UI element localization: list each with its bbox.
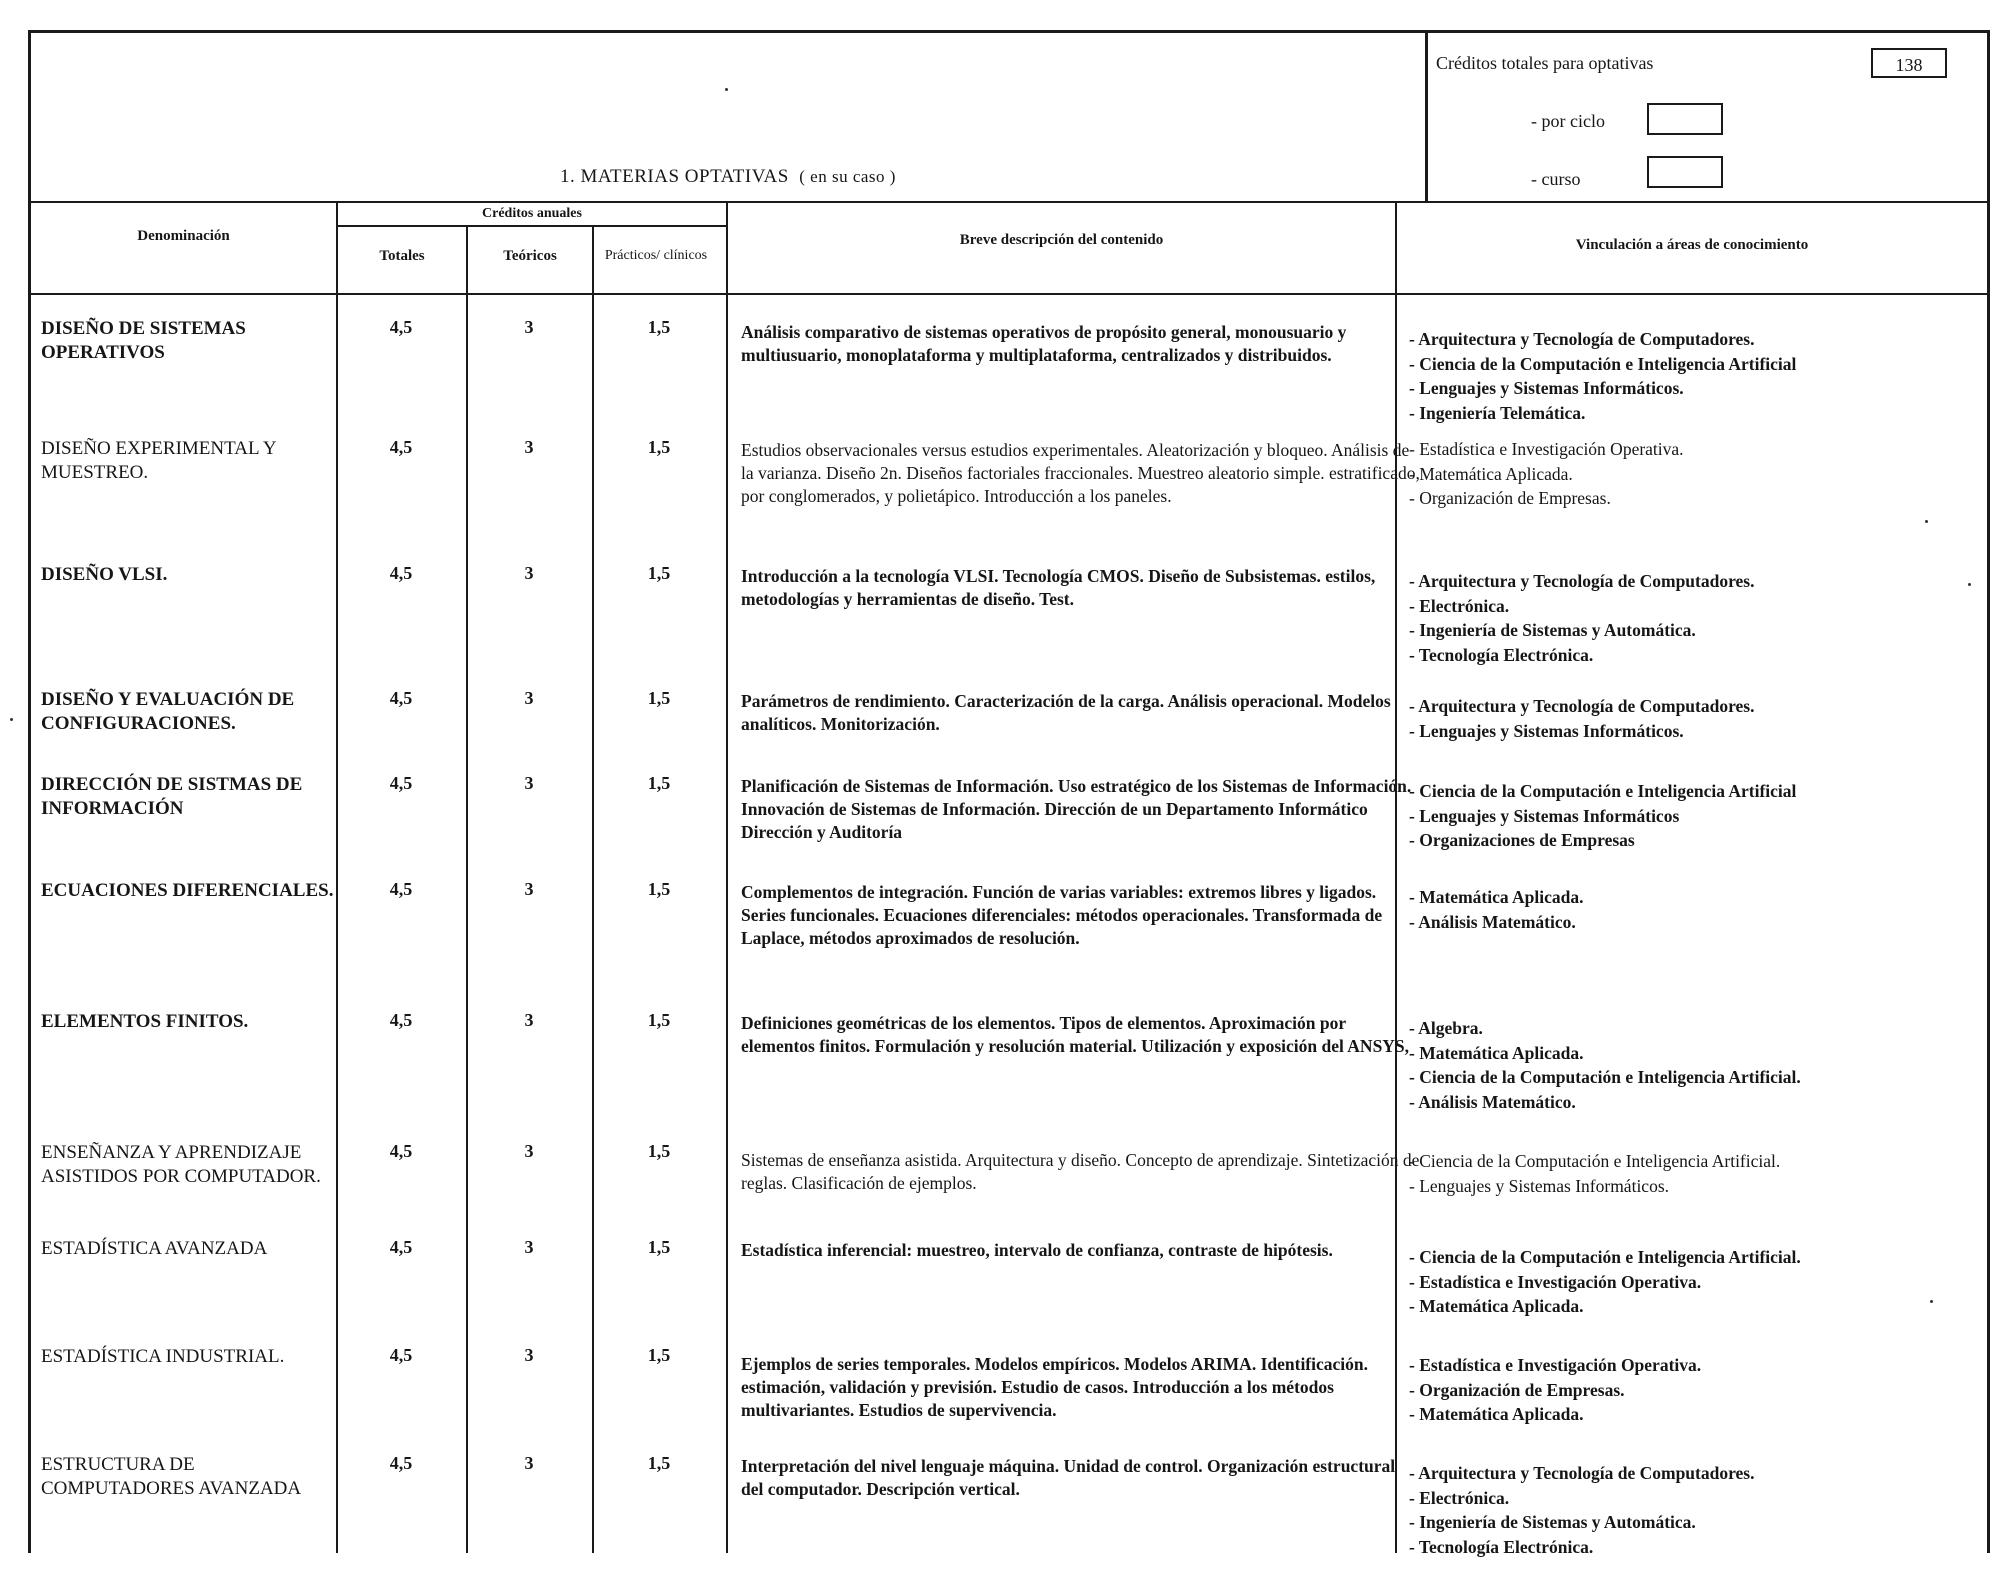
subject-description: Parámetros de rendimiento. Caracterización de la carga. Análisis operacional. Modelos analíticos. Monitorización. [741,691,1391,734]
subject-description: Estudios observacionales versus estudios experimentales. Aleatorización y bloqueo. Análisis de la varianza. Diseño 2n. Diseños factoriales fraccionales. Muestreo aleatorio simple. estratificado, por conglomerados, y polietápico. Introducción a los paneles. [741,440,1420,506]
areas-list [1409,1245,1979,1319]
creditos-totales-label: Créditos totales para optativas [1436,53,1654,73]
credits-teoricos: 3 [524,879,534,899]
credits-totales: 4,5 [389,1010,413,1030]
area-item: - Ciencia de la Computación e Inteligencia Artificial. [1409,1149,1979,1174]
subject-name: DISEÑO Y EVALUACIÓN DE CONFIGURACIONES. [41,689,295,734]
col-denominacion: Denominación [137,228,230,244]
credits-practicos: 1,5 [647,563,671,583]
areas-list [1409,1353,1979,1427]
area-item: - Matemática Aplicada. [1409,1041,1979,1066]
area-item: - Organización de Empresas. [1409,486,1979,511]
col-descripcion: Breve descripción del contenido [959,232,1164,248]
areas-list [1409,1461,1979,1559]
credits-practicos: 1,5 [647,437,671,457]
area-item: - Ingeniería de Sistemas y Automática. [1409,1510,1979,1535]
credits-teoricos: 3 [524,317,534,337]
area-item: - Estadística e Investigación Operativa. [1409,1353,1979,1378]
subject-name: ELEMENTOS FINITOS. [41,1011,249,1032]
credits-teoricos: 3 [524,1345,534,1365]
area-item: - Electrónica. [1409,1486,1979,1511]
credits-teoricos: 3 [524,1141,534,1161]
col-creditos-anuales: Créditos anuales [482,206,582,221]
subject-description: Definiciones geométricas de los elementos. Tipos de elementos. Aproximación por elementos finitos. Formulación y resolución material. Utilización y exposición del ANSYS, [741,1013,1410,1056]
area-item: - Análisis Matemático. [1409,1090,1979,1115]
subjects-table [28,293,1990,1557]
header-divider [1425,33,1428,201]
col-practicos: Prácticos/ clínicos [604,248,708,263]
area-item: - Matemática Aplicada. [1409,885,1979,910]
por-ciclo-box [1647,103,1723,135]
subject-description: Ejemplos de series temporales. Modelos empíricos. Modelos ARIMA. Identificación. estimación, validación y previsión. Estudio de casos. Introducción a los métodos multivariantes. Estudios de supervivencia. [741,1354,1369,1420]
area-item: - Organizaciones de Empresas [1409,828,1979,853]
area-item: - Ciencia de la Computación e Inteligencia Artificial. [1409,1065,1979,1090]
credits-practicos: 1,5 [647,1141,671,1161]
credits-totales: 4,5 [389,563,413,583]
area-item: - Matemática Aplicada. [1409,1402,1979,1427]
credits-teoricos: 3 [524,1010,534,1030]
area-item: - Arquitectura y Tecnología de Computadores. [1409,694,1979,719]
col-totales: Totales [379,248,425,264]
area-item: - Análisis Matemático. [1409,910,1979,935]
credits-totales: 4,5 [389,773,413,793]
curso-label: - curso [1531,169,1581,189]
area-item: - Ciencia de la Computación e Inteligencia Artificial [1409,352,1979,377]
scan-speck [1968,583,1971,586]
area-item: - Matemática Aplicada. [1409,1294,1979,1319]
area-item: - Algebra. [1409,1016,1979,1041]
credits-practicos: 1,5 [647,1010,671,1030]
credits-practicos: 1,5 [647,879,671,899]
header-block [28,30,1990,203]
subject-description: Introducción a la tecnología VLSI. Tecnología CMOS. Diseño de Subsistemas. estilos, metodologías y herramientas de diseño. Test. [741,566,1376,609]
areas-list [1409,437,1979,511]
credits-totales: 4,5 [389,1237,413,1257]
area-item: - Tecnología Electrónica. [1409,1535,1979,1560]
title-text: 1. MATERIAS OPTATIVAS [560,166,789,187]
subject-name: DIRECCIÓN DE SISTMAS DE INFORMACIÓN [41,774,303,819]
area-item: - Arquitectura y Tecnología de Computadores. [1409,1461,1979,1486]
scan-speck [1930,1300,1933,1303]
col-teoricos: Teóricos [503,248,557,264]
areas-list [1409,694,1979,743]
area-item: - Organización de Empresas. [1409,1378,1979,1403]
subject-description: Análisis comparativo de sistemas operativos de propósito general, monousuario y multiusuario, monoplataforma y multiplataforma, centralizados y distribuidos. [741,322,1347,365]
area-item: - Arquitectura y Tecnología de Computadores. [1409,327,1979,352]
areas-list [1409,1149,1979,1198]
area-item: - Estadística e Investigación Operativa. [1409,437,1979,462]
credits-totales: 4,5 [389,1141,413,1161]
creditos-totales-value: 138 [1871,48,1947,78]
credits-practicos: 1,5 [647,688,671,708]
area-item: - Lenguajes y Sistemas Informáticos. [1409,1174,1979,1199]
curso-box [1647,156,1723,188]
credits-teoricos: 3 [524,563,534,583]
credits-practicos: 1,5 [647,317,671,337]
subject-name: ESTADÍSTICA AVANZADA [41,1238,268,1259]
subject-description: Sistemas de enseñanza asistida. Arquitectura y diseño. Concepto de aprendizaje. Sintetización de reglas. Clasificación de ejemplos. [741,1150,1420,1193]
areas-list [1409,1016,1979,1114]
area-item: - Lenguajes y Sistemas Informáticos. [1409,376,1979,401]
area-item: - Arquitectura y Tecnología de Computadores. [1409,569,1979,594]
subject-name: DISEÑO VLSI. [41,564,168,585]
column-header [28,203,1990,293]
area-item: - Tecnología Electrónica. [1409,643,1979,668]
credits-teoricos: 3 [524,437,534,457]
subject-name: DISEÑO DE SISTEMAS OPERATIVOS [41,318,246,363]
area-item: - Ciencia de la Computación e Inteligencia Artificial. [1409,1245,1979,1270]
area-item: - Electrónica. [1409,594,1979,619]
area-item: - Lenguajes y Sistemas Informáticos [1409,804,1979,829]
areas-list [1409,569,1979,667]
credits-totales: 4,5 [389,317,413,337]
page-title [31,166,1425,188]
scan-speck [725,88,728,91]
subject-description: Planificación de Sistemas de Información. Uso estratégico de los Sistemas de Información. Innovación de Sistemas de Información. Dirección de un Departamento Informático Dirección y Auditoría [741,776,1412,842]
subject-name: ENSEÑANZA Y APRENDIZAJE ASISTIDOS POR COMPUTADOR. [41,1142,321,1187]
subject-description: Complementos de integración. Función de varias variables: extremos libres y ligados. Series funcionales. Ecuaciones diferenciales: métodos operacionales. Transformada de Laplace, métodos aproximados de resolución. [741,882,1383,948]
area-item: - Matemática Aplicada. [1409,462,1979,487]
por-ciclo-label: - por ciclo [1531,111,1605,131]
credits-practicos: 1,5 [647,1453,671,1473]
scan-speck [1925,520,1928,523]
credits-practicos: 1,5 [647,1345,671,1365]
credits-totales: 4,5 [389,1345,413,1365]
subject-name: ESTADÍSTICA INDUSTRIAL. [41,1346,285,1367]
area-item: - Ingeniería de Sistemas y Automática. [1409,618,1979,643]
area-item: - Ingeniería Telemática. [1409,401,1979,426]
col-vinculacion: Vinculación a áreas de conocimiento [1575,237,1809,253]
subject-name: ECUACIONES DIFERENCIALES. [41,880,334,901]
credits-totales: 4,5 [389,437,413,457]
areas-list [1409,885,1979,934]
scan-speck [10,718,13,721]
credits-totales: 4,5 [389,688,413,708]
areas-list [1409,779,1979,853]
credits-practicos: 1,5 [647,1237,671,1257]
credits-teoricos: 3 [524,1453,534,1473]
area-item: - Lenguajes y Sistemas Informáticos. [1409,719,1979,744]
credits-totales: 4,5 [389,879,413,899]
area-item: - Ciencia de la Computación e Inteligencia Artificial [1409,779,1979,804]
credits-teoricos: 3 [524,1237,534,1257]
credits-totales: 4,5 [389,1453,413,1473]
subject-name: DISEÑO EXPERIMENTAL Y MUESTREO. [41,438,276,483]
credits-practicos: 1,5 [647,773,671,793]
title-note: ( en su caso ) [799,167,896,186]
credits-teoricos: 3 [524,773,534,793]
area-item: - Estadística e Investigación Operativa. [1409,1270,1979,1295]
areas-list [1409,327,1979,425]
subject-description: Estadística inferencial: muestreo, intervalo de confianza, contraste de hipótesis. [741,1240,1333,1260]
subject-name: ESTRUCTURA DE COMPUTADORES AVANZADA [41,1454,302,1499]
credits-teoricos: 3 [524,688,534,708]
subject-description: Interpretación del nivel lenguaje máquina. Unidad de control. Organización estructural del computador. Descripción vertical. [741,1456,1396,1499]
